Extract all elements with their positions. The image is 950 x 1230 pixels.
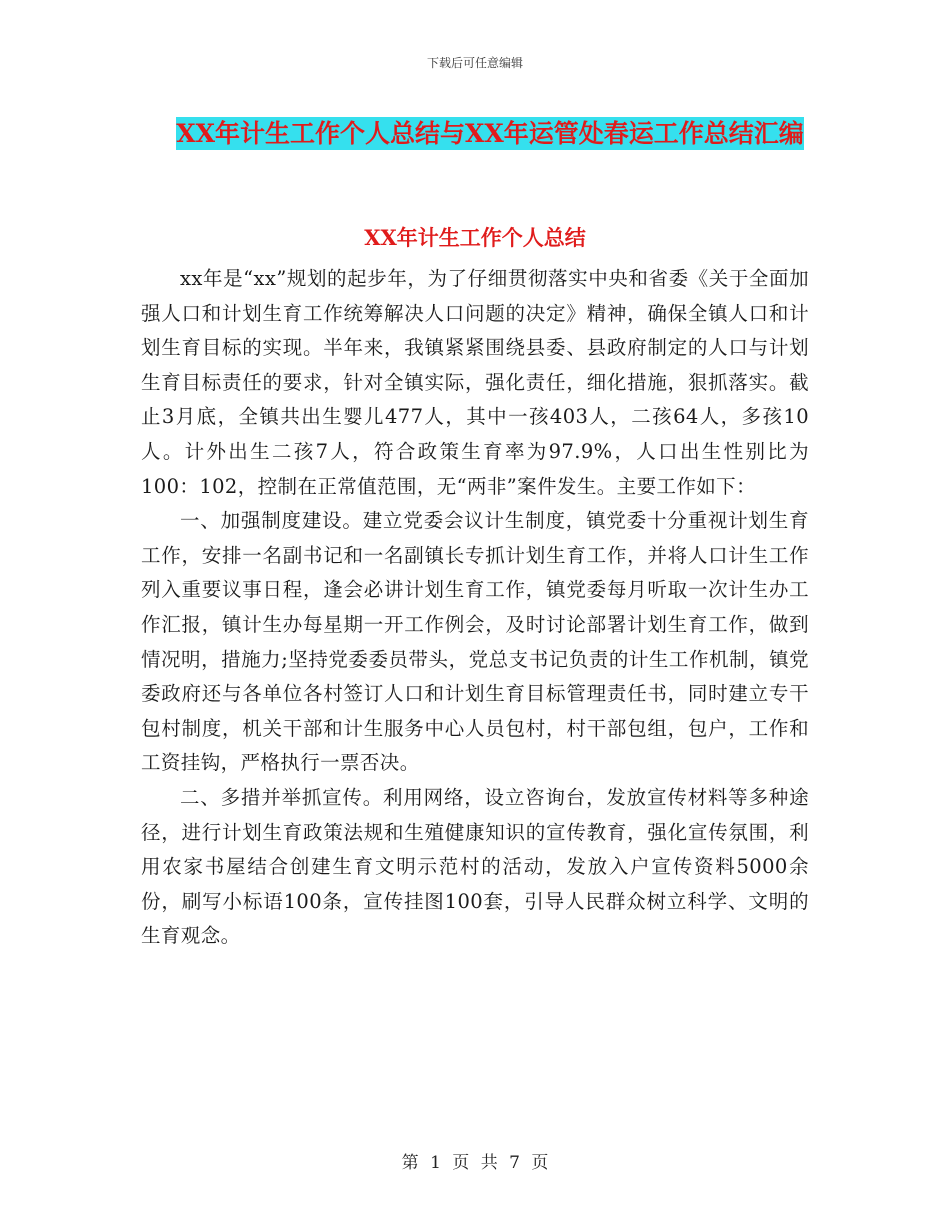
body-paragraph-system-building: 一、加强制度建设。建立党委会议计生制度，镇党委十分重视计划生育工作，安排一名副书记和一名副镇长专抓计划生育工作，并将人口计生工作列入重要议事日程，逢会必讲计划生育工作，镇党委每月听取一次计生办工作汇报，镇计生办每星期一开工作例会，及时讨论部署计划生育工作，做到情况明，措施力;坚持党委委员带头，党总支书记负责的计生工作机制，镇党委政府还与各单位各村签订人口和计划生育目标管理责任书，同时建立专干包村制度，机关干部和计生服务中心人员包村，村干部包组，包户，工作和工资挂钩，严格执行一票否决。	[141, 509, 809, 775]
body-paragraph-publicity: 二、多措并举抓宣传。利用网络，设立咨询台，发放宣传材料等多种途径，进行计划生育政策法规和生殖健康知识的宣传教育，强化宣传氛围，利用农家书屋结合创建生育文明示范村的活动，发放入户宣传资料5000余份，刷写小标语100条，宣传挂图100套，引导人民群众树立科学、文明的生育观念。	[141, 785, 809, 948]
body-paragraph-intro: xx年是“xx”规划的起步年，为了仔细贯彻落实中央和省委《关于全面加强人口和计划生育工作统筹解决人口问题的决定》精神，确保全镇人口和计划生育目标的实现。半年来，我镇紧紧围绕县委、县政府制定的人口与计划生育目标责任的要求，针对全镇实际，强化责任，细化措施，狠抓落实。截止3月底，全镇共出生婴儿477人，其中一孩403人，二孩64人，多孩10人。计外出生二孩7人，符合政策生育率为97.9%，人口出生性别比为100：102，控制在正常值范围，无“两非”案件发生。主要工作如下：	[141, 267, 809, 498]
document-body	[141, 262, 809, 954]
document-main-title-text: XX年计生工作个人总结与XX年运管处春运工作总结汇编	[176, 119, 804, 148]
page-header-note: 下载后可任意编辑	[426, 56, 523, 70]
document-main-title	[140, 112, 840, 156]
page-number-footer: 第 1 页 共 7 页	[401, 1153, 549, 1173]
section-title: XX年计生工作个人总结	[364, 225, 586, 250]
